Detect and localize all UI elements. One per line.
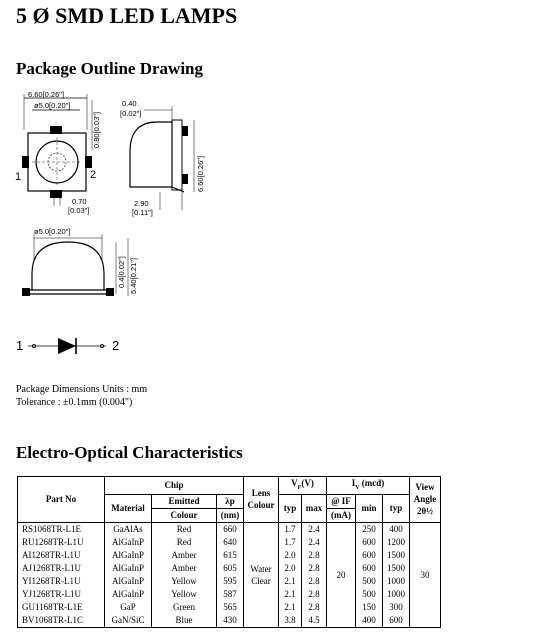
dim-540-label: 5.40[0.21"] bbox=[129, 257, 138, 294]
cell-view-angle: 30 bbox=[410, 522, 441, 627]
th-nm: (nm) bbox=[217, 508, 244, 522]
th-emitted: Emitted bbox=[152, 494, 217, 508]
cell-part: YI1268TR-L1U bbox=[18, 575, 105, 588]
table-row bbox=[18, 522, 441, 536]
cell-material: AlGaInP bbox=[105, 536, 152, 549]
cell-color: Blue bbox=[152, 614, 217, 628]
cell-material: GaN/SiC bbox=[105, 614, 152, 628]
cell-part: RS1068TR-L1E bbox=[18, 522, 105, 536]
dim-500-label: ø5.0[0.20"] bbox=[34, 101, 71, 110]
th-lens: Lens Colour bbox=[244, 477, 279, 523]
cell-part: BV1068TR-L1C bbox=[18, 614, 105, 628]
cell-part: GU1168TR-L1E bbox=[18, 601, 105, 614]
cell-vmax: 2.8 bbox=[302, 549, 327, 562]
dim-290b-label: [0.11"] bbox=[132, 208, 153, 217]
pin-2-label: 2 bbox=[90, 169, 97, 181]
cell-material: AlGaInP bbox=[105, 549, 152, 562]
cell-ityp: 300 bbox=[383, 601, 410, 614]
cell-vtyp: 2.0 bbox=[279, 562, 302, 575]
cell-lp: 565 bbox=[217, 601, 244, 614]
th-colour: Colour bbox=[152, 508, 217, 522]
cell-ityp: 1500 bbox=[383, 549, 410, 562]
cell-lp: 587 bbox=[217, 588, 244, 601]
cell-ityp: 600 bbox=[383, 614, 410, 628]
symbol-pin-2: 2 bbox=[112, 338, 120, 353]
th-chip: Chip bbox=[105, 477, 244, 495]
units-note: Package Dimensions Units : mm bbox=[16, 384, 148, 395]
cell-imin: 500 bbox=[356, 588, 383, 601]
cell-imin: 600 bbox=[356, 536, 383, 549]
cell-lp: 660 bbox=[217, 522, 244, 536]
cell-vmax: 2.8 bbox=[302, 601, 327, 614]
cell-vtyp: 1.7 bbox=[279, 522, 302, 536]
cell-imin: 400 bbox=[356, 614, 383, 628]
cell-color: Yellow bbox=[152, 575, 217, 588]
cell-color: Amber bbox=[152, 562, 217, 575]
cell-color: Yellow bbox=[152, 588, 217, 601]
cell-vtyp: 1.7 bbox=[279, 536, 302, 549]
cell-color: Red bbox=[152, 536, 217, 549]
th-ma: (mA) bbox=[327, 508, 356, 522]
cell-lens-colour: Water Clear bbox=[244, 522, 279, 627]
eo-heading: Electro-Optical Characteristics bbox=[16, 443, 243, 462]
cell-imin: 500 bbox=[356, 575, 383, 588]
diode-symbol bbox=[14, 334, 134, 358]
dim-040v-label: 0.4[0.02"] bbox=[117, 256, 126, 288]
cell-material: GaAlAs bbox=[105, 522, 152, 536]
dim-660v-label: 6.60[0.26"] bbox=[196, 155, 205, 192]
th-vf-typ: typ bbox=[279, 494, 302, 522]
dim-290-label: 2.90 bbox=[134, 199, 149, 208]
cell-part: AJ1268TR-L1U bbox=[18, 562, 105, 575]
cell-imin: 600 bbox=[356, 562, 383, 575]
table-row bbox=[18, 562, 441, 575]
dim-040b-label: [0.02"] bbox=[120, 109, 142, 118]
cell-color: Red bbox=[152, 522, 217, 536]
top-view-drawing bbox=[12, 90, 112, 220]
cell-vmax: 2.8 bbox=[302, 575, 327, 588]
cell-vmax: 4.5 bbox=[302, 614, 327, 628]
cell-material: AlGaInP bbox=[105, 575, 152, 588]
cell-part: AI1268TR-L1U bbox=[18, 549, 105, 562]
table-row bbox=[18, 575, 441, 588]
th-vf-max: max bbox=[302, 494, 327, 522]
table-row bbox=[18, 588, 441, 601]
cell-ityp: 1200 bbox=[383, 536, 410, 549]
table-row bbox=[18, 536, 441, 549]
th-lambda: λp bbox=[217, 494, 244, 508]
dim-070-label: 0.70 bbox=[72, 197, 87, 206]
cell-imin: 600 bbox=[356, 549, 383, 562]
cell-ityp: 1000 bbox=[383, 575, 410, 588]
dim-070b-label: [0.03"] bbox=[68, 206, 90, 215]
cell-ityp: 1000 bbox=[383, 588, 410, 601]
cell-lp: 595 bbox=[217, 575, 244, 588]
cell-vmax: 2.4 bbox=[302, 522, 327, 536]
cell-material: GaP bbox=[105, 601, 152, 614]
th-vf: $V_F(V)$ bbox=[279, 477, 327, 495]
table-row bbox=[18, 601, 441, 614]
cell-vtyp: 3.8 bbox=[279, 614, 302, 628]
cell-imin: 150 bbox=[356, 601, 383, 614]
th-part-no: Part No bbox=[18, 477, 105, 523]
cell-vtyp: 2.1 bbox=[279, 575, 302, 588]
page-title: 5 Ø SMD LED LAMPS bbox=[16, 3, 238, 28]
cell-vtyp: 2.0 bbox=[279, 549, 302, 562]
cell-if-value: 20 bbox=[327, 522, 356, 627]
eo-table bbox=[17, 476, 441, 628]
cell-material: AlGaInP bbox=[105, 562, 152, 575]
cell-material: AlGaInP bbox=[105, 588, 152, 601]
dim-660-label: 6.60[0.26"] bbox=[28, 90, 65, 99]
th-at-if: @ IF bbox=[327, 494, 356, 508]
tolerance-note: Tolerance : ±0.1mm (0.004") bbox=[16, 397, 133, 408]
table-row bbox=[18, 549, 441, 562]
cell-vtyp: 2.1 bbox=[279, 601, 302, 614]
th-view: View Angle 2θ½ bbox=[410, 477, 441, 523]
dim-040-label: 0.40 bbox=[122, 99, 137, 108]
th-iv-typ: typ bbox=[383, 494, 410, 522]
th-material: Material bbox=[105, 494, 152, 522]
cell-vmax: 2.4 bbox=[302, 536, 327, 549]
cell-color: Green bbox=[152, 601, 217, 614]
symbol-pin-1: 1 bbox=[16, 338, 24, 353]
cell-vtyp: 2.1 bbox=[279, 588, 302, 601]
th-iv: $I_V$ (mcd) bbox=[327, 477, 410, 495]
cell-color: Amber bbox=[152, 549, 217, 562]
cell-part: YJ1268TR-L1U bbox=[18, 588, 105, 601]
cell-vmax: 2.8 bbox=[302, 588, 327, 601]
cell-lp: 615 bbox=[217, 549, 244, 562]
cell-lp: 605 bbox=[217, 562, 244, 575]
front-view-drawing bbox=[12, 222, 142, 312]
dim-080-label: 0.80[0.03"] bbox=[92, 111, 101, 148]
dim-500b-label: ø5.0[0.20"] bbox=[34, 227, 71, 236]
cell-vmax: 2.8 bbox=[302, 562, 327, 575]
side-view-drawing bbox=[112, 92, 212, 222]
cell-lp: 640 bbox=[217, 536, 244, 549]
cell-ityp: 1500 bbox=[383, 562, 410, 575]
cell-ityp: 400 bbox=[383, 522, 410, 536]
cell-imin: 250 bbox=[356, 522, 383, 536]
cell-lp: 430 bbox=[217, 614, 244, 628]
outline-heading: Package Outline Drawing bbox=[16, 59, 203, 78]
cell-part: RU1268TR-L1U bbox=[18, 536, 105, 549]
pin-1-label: 1 bbox=[15, 171, 22, 183]
table-row bbox=[18, 614, 441, 628]
th-iv-min: min bbox=[356, 494, 383, 522]
